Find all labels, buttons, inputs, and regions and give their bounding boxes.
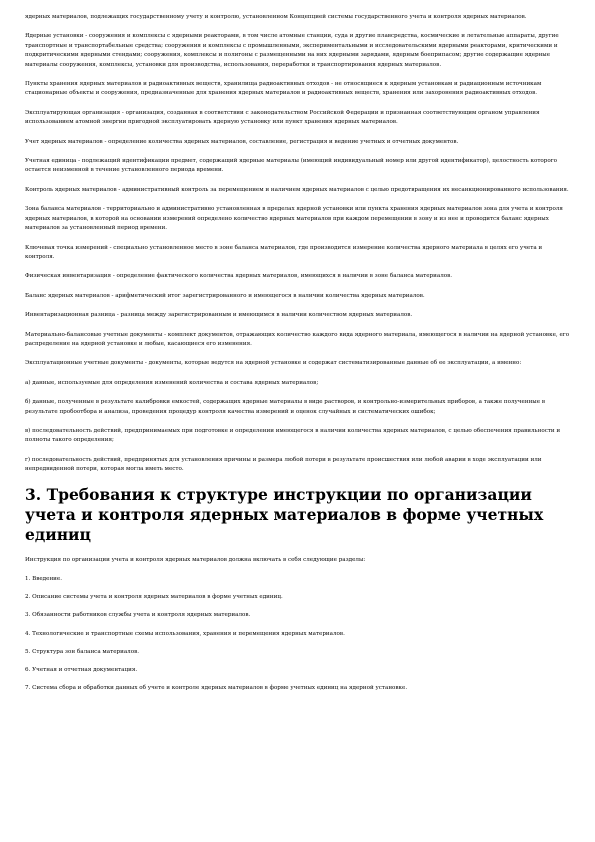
list-item: 3. Обязанности работников службы учета и контроля ядерных материалов. — [25, 612, 251, 619]
list-item: 7. Система сбора и обработки данных об учете и контроле ядерных материалов в форме учетных единиц на ядерной установке. — [25, 685, 408, 692]
definition-inventory-difference: Инвентаризационная разница - разница между зарегистрированным и имеющимся в наличии количеством ядерных материалов. — [25, 312, 413, 319]
section-intro: Инструкция по организации учета и контроля ядерных материалов должна включать в себя следующие разделы: — [25, 556, 366, 563]
sections-list — [25, 575, 570, 693]
list-item-v: в) последовательность действий, предпринимаемых при подготовке и определении имеющегося в наличии количества ядерных материалов, с целью обеспечения правильности и полноты такого определения; — [25, 427, 561, 444]
definition-operating-documents: Эксплуатационные учетные документы - документы, которые ведутся на ядерной установке и содержат систематизированные данные об ее эксплуатации, а именно: — [25, 360, 522, 367]
list-item: 2. Описание системы учета и контроля ядерных материалов в форме учетных единиц. — [25, 594, 283, 601]
definition-accounting: Учет ядерных материалов - определение количества ядерных материалов, составление, регистрация и ведение учетных и отчетных документов. — [25, 138, 459, 145]
list-item-a: а) данные, используемые для определения изменений количества и состава ядерных материалов; — [25, 379, 319, 386]
list-item: 5. Структура зон баланса материалов. — [25, 648, 140, 655]
definition-balance-documents: Материально-балансовые учетные документы - комплект документов, отражающих количество каждого вида ядерного материала, имеющегося в наличии на ядерной установке, его распределение на ядерной установке и любые, касающиеся его изменения. — [25, 331, 570, 347]
list-item-b: б) данные, полученные в результате калибровки емкостей, содержащих ядерные материалы в виде растворов, и контрольно-измерительных приборов, а также полученные в результате пробоотбора и анализа, проведения процедур контроля качества измерений и оценок случайных и систематических ошибок; — [25, 399, 545, 415]
document-page — [25, 13, 570, 702]
definition-nuclear-installations: Ядерные установки - сооружения и комплексы с ядерными реакторами, в том числе атомные станции, суда и другие плавсредства, космические и летательные аппараты, другие транспортные и транспортабельные средства; сооружения и комплексы с промышленными, экспериментальными и исследовательскими ядерными реакторами, критическими и подкритическими ядерными стендами; сооружения, комплексы и полигоны с размещенными на них ядерными зарядами, ядерным боеприпасом; другие содержащие ядерные материалы сооружения, комплексы, установки для производства, использования, переработки и транспортирования ядерных материалов. — [25, 33, 559, 68]
definition-material-balance-area: Зона баланса материалов - территориально и административно установленная в пределах ядерной установки или пункта хранения ядерных материалов зона для учета и контроля ядерных материалов, в которой на основании измерений определено количество ядерных материалов при каждом перемещении в зону и из нее и проводится баланс ядерных материалов за установленный период времени. — [25, 206, 563, 232]
list-item: 1. Введение. — [25, 576, 62, 582]
definition-physical-inventory: Физическая инвентаризация - определение фактического количества ядерных материалов, имеющихся в наличии в зоне баланса материалов. — [25, 273, 453, 280]
definition-storage-points: Пункты хранения ядерных материалов и радиоактивных веществ, хранилища радиоактивных отходов - не относящиеся к ядерным установкам и радиационным источникам стационарные объекты и сооружения, предназначенные для хранения ядерных материалов и радиоактивных веществ, хранения или захоронения радиоактивных отходов. — [25, 81, 542, 97]
definition-accounting-unit: Учетная единица - подлежащий идентификации предмет, содержащий ядерные материалы (имеющий индивидуальный номер или другой идентификатор), целостность которого остается неизменной в течение установленного периода времени. — [25, 158, 558, 174]
paragraph-scope-continuation: ядерных материалов, подлежащих государственному учету и контролю, установленном Концепцией системы государственного учета и контроля ядерных материалов. — [25, 14, 527, 20]
list-item: 6. Учетная и отчетная документация. — [25, 666, 138, 673]
definition-key-measurement-point: Ключевая точка измерений - специально установленное место в зоне баланса материалов, где производится измерение количества ядерного материала в целях его учета и контроля. — [25, 244, 543, 260]
definition-operating-organization: Эксплуатирующая организация - организация, созданная в соответствии с законодательством Российской Федерации и признанная соответствующим органом управления использованием атомной энергии пригодной эксплуатировать ядерную установку или пункт хранения ядерных материалов. — [25, 109, 540, 126]
definition-material-balance: Баланс ядерных материалов - арифметический итог зарегистрированного и имеющегося в наличии количества ядерных материалов. — [25, 292, 425, 299]
list-item: 4. Технологические и транспортные схемы использования, хранения и перемещения ядерных материалов. — [25, 630, 345, 637]
section-heading: 3. Требования к структуре инструкции по организации учета и контроля ядерных материалов в форме учетных единиц — [25, 484, 544, 544]
definition-control: Контроль ядерных материалов - административный контроль за перемещением и наличием ядерных материалов с целью предотвращения их несанкционированного использования. — [25, 186, 569, 193]
list-item-g: г) последовательность действий, предпринятых для установления причины и размера любой потери в результате происшествия или любой аварии в ходе эксплуатации или непредвиденной потери, которая могла иметь место. — [25, 456, 542, 473]
